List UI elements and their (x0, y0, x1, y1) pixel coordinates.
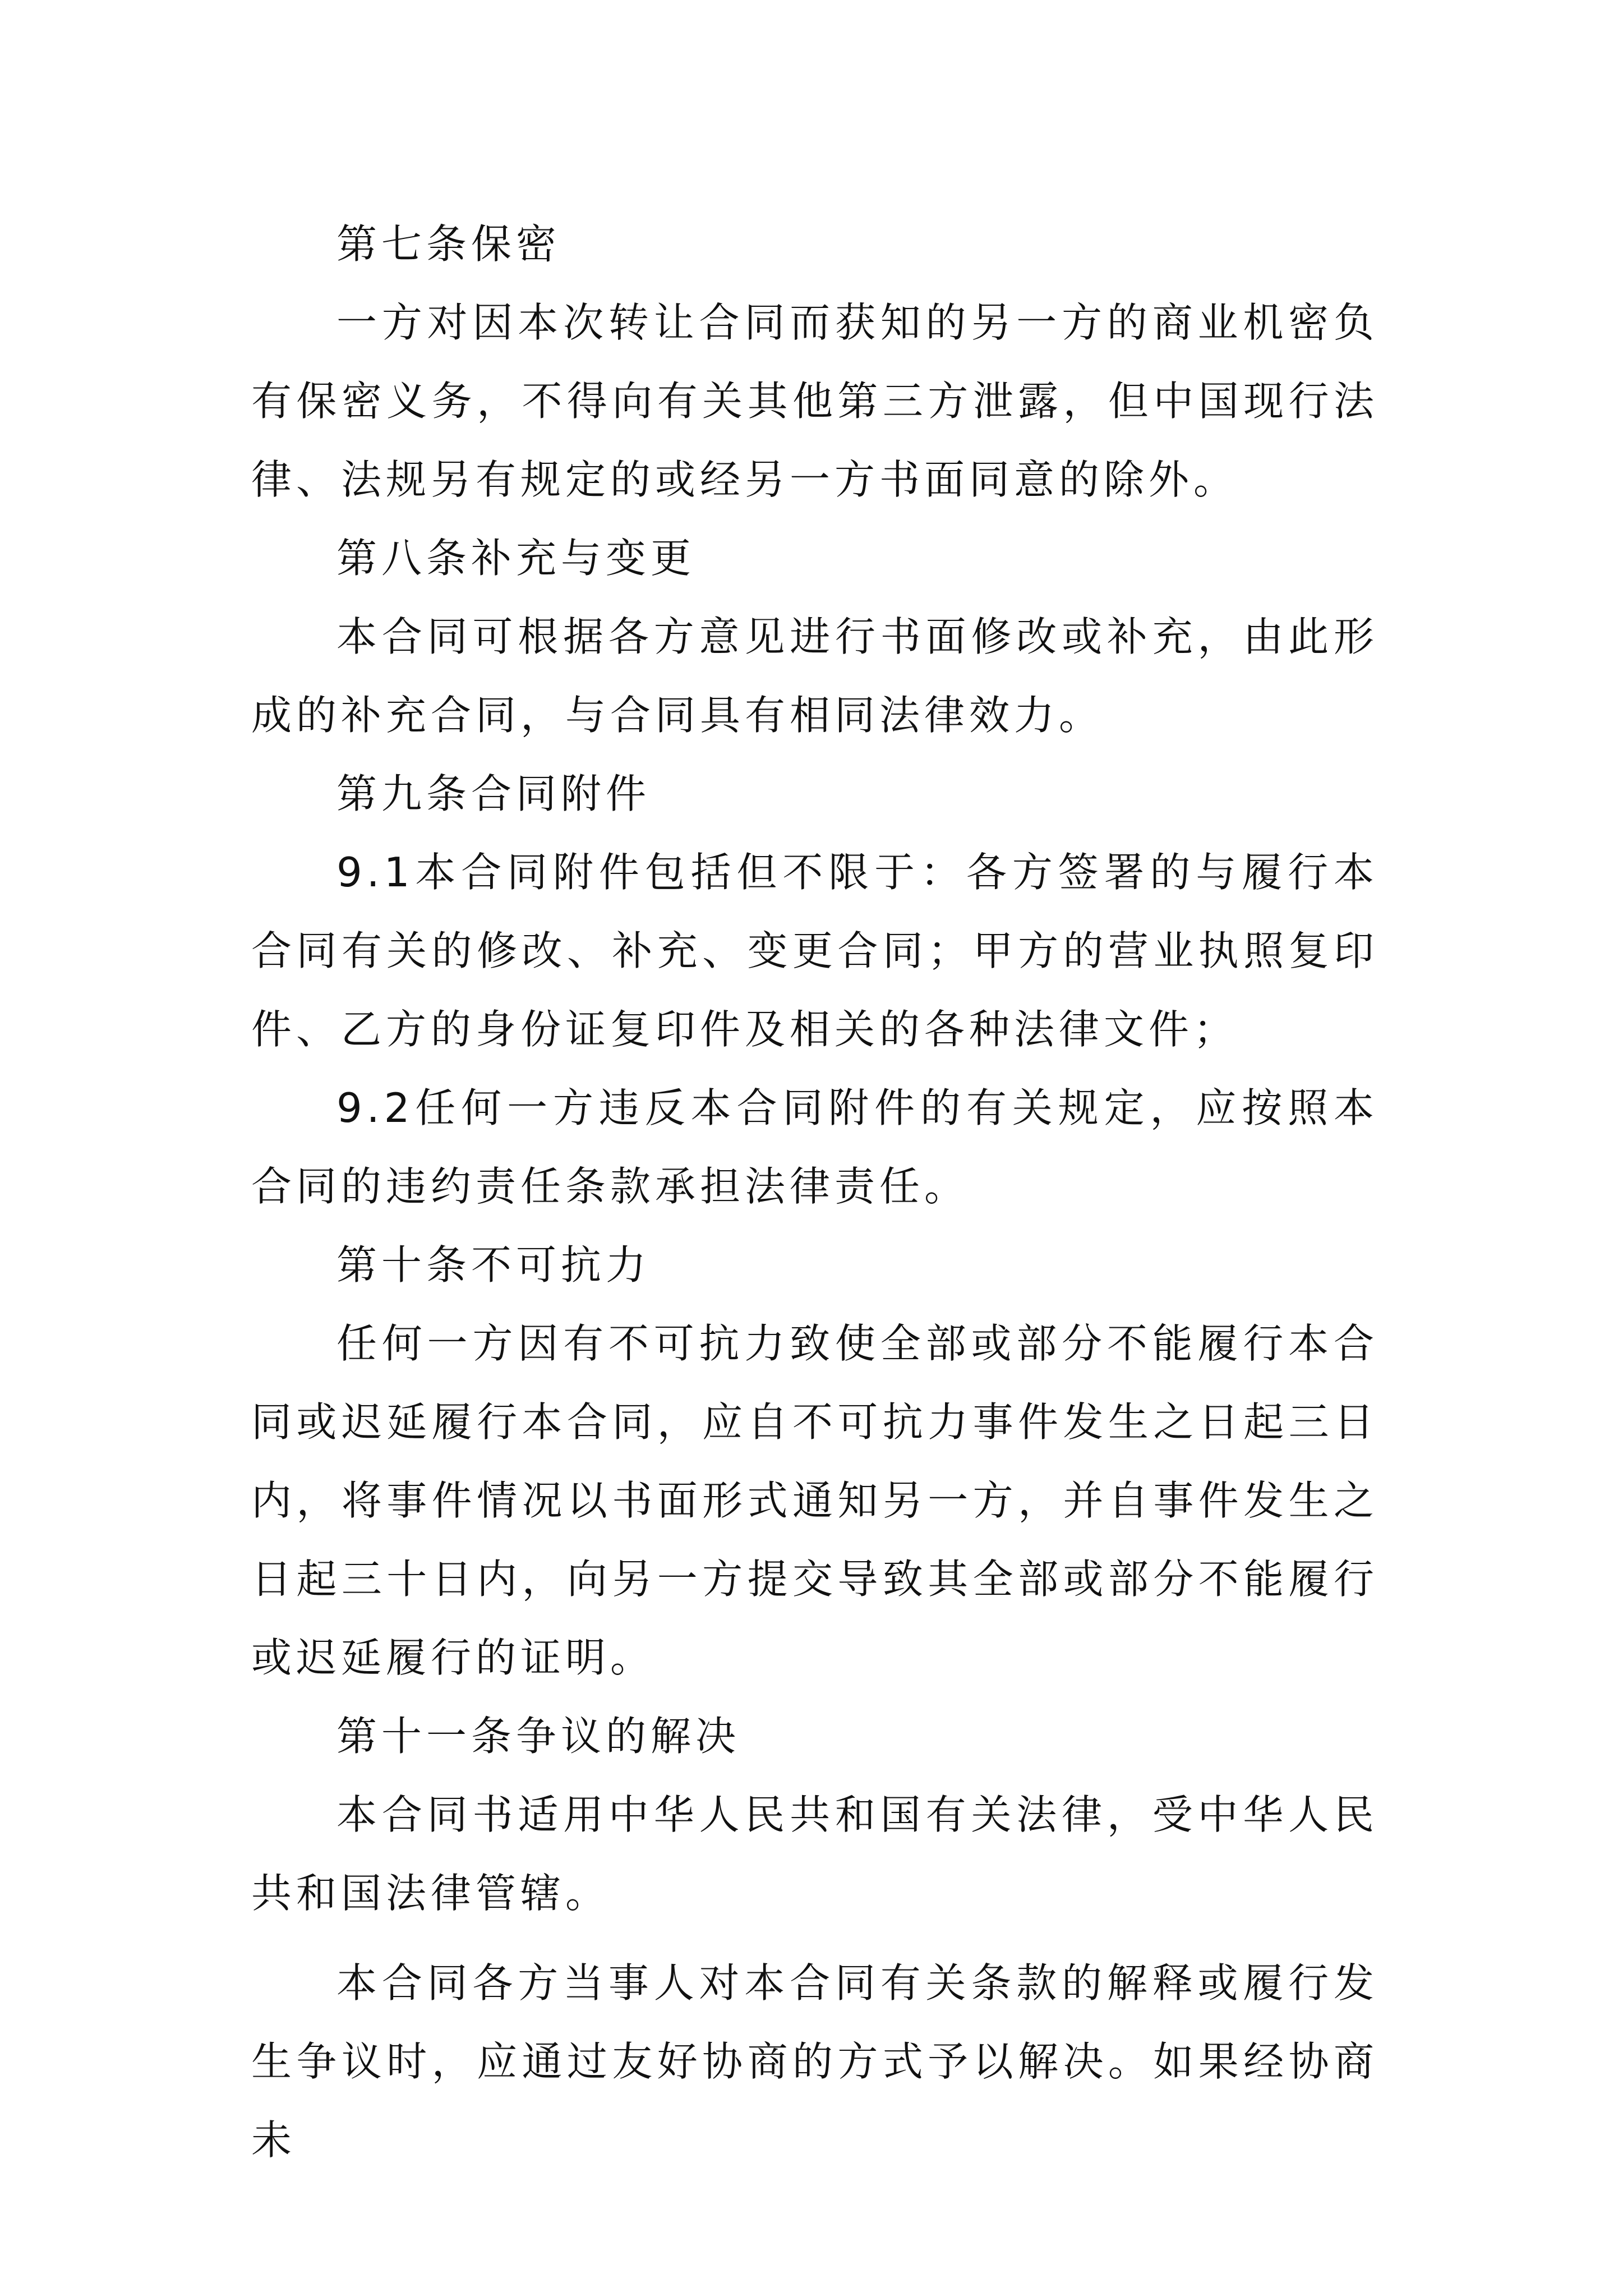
section-heading-8: 第八条补充与变更 (336, 535, 696, 582)
section-heading-11: 第十一条争议的解决 (336, 1713, 741, 1760)
document-body (251, 205, 1378, 2179)
section-heading-7: 第七条保密 (336, 220, 561, 268)
paragraph-9-1: 9.1本合同附件包括但不限于：各方签署的与履行本合同有关的修改、补充、变更合同；甲方的营业执照复印件、乙方的身份证复印件及相关的各种法律文件； (251, 849, 1378, 1053)
paragraph-supplement: 本合同可根据各方意见进行书面修改或补充，由此形成的补充合同，与合同具有相同法律效力。 (251, 613, 1378, 739)
section-heading-9: 第九条合同附件 (336, 770, 651, 817)
paragraph-dispute: 本合同各方当事人对本合同有关条款的解释或履行发生争议时，应通过友好协商的方式予以解决。如果经协商未 (251, 1959, 1378, 2164)
paragraph-governing-law: 本合同书适用中华人民共和国有关法律，受中华人民共和国法律管辖。 (251, 1791, 1378, 1917)
paragraph-confidentiality: 一方对因本次转让合同而获知的另一方的商业机密负有保密义务，不得向有关其他第三方泄露，但中国现行法律、法规另有规定的或经另一方书面同意的除外。 (251, 299, 1378, 503)
paragraph-force-majeure: 任何一方因有不可抗力致使全部或部分不能履行本合同或迟延履行本合同，应自不可抗力事件发生之日起三日内，将事件情况以书面形式通知另一方，并自事件发生之日起三十日内，向另一方提交导致其全部或部分不能履行或迟延履行的证明。 (251, 1320, 1378, 1681)
paragraph-9-2: 9.2任何一方违反本合同附件的有关规定，应按照本合同的违约责任条款承担法律责任。 (251, 1084, 1378, 1210)
section-heading-10: 第十条不可抗力 (336, 1241, 651, 1289)
